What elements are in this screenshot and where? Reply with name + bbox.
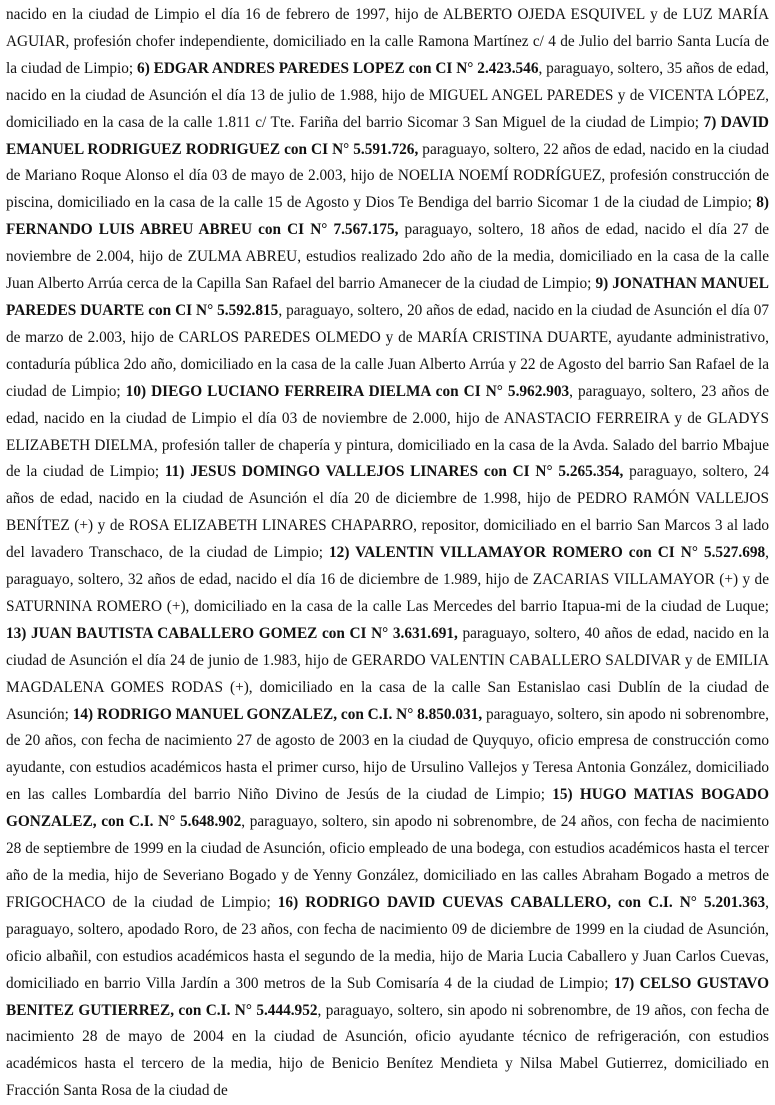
- document-paragraph: [6, 0, 769, 1105]
- text-segment: paraguayo, soltero, 24 años de edad, nacido en la ciudad de Asunción el día 20 de diciembre de 1.998, hijo de PEDRO RAMÓN VALLEJOS BENÍTEZ (+) y de ROSA ELIZABETH LINARES CHAPARRO, repositor, domiciliado en el barrio San Marcos 3 al lado del lavadero Transchaco, de la ciudad de Limpio;: [6, 463, 769, 562]
- person-heading-13: 13) JUAN BAUTISTA CABALLERO GOMEZ con CI N° 3.631.691,: [6, 624, 458, 642]
- text-segment: paraguayo, soltero, 22 años de edad, nacido en la ciudad de Mariano Roque Alonso el día 03 de mayo de 2.003, hijo de NOELIA NOEMÍ RODRÍGUEZ, profesión construcción de piscina, domiciliado en la casa de la calle 15 de Agosto y Dios Te Bendiga del barrio Sicomar 1 de la ciudad de Limpio;: [6, 140, 769, 212]
- person-heading-6: 6) EDGAR ANDRES PAREDES LOPEZ con CI N° 2.423.546: [137, 59, 539, 77]
- text-segment: , paraguayo, soltero, 32 años de edad, nacido el día 16 de diciembre de 1.989, hijo de ZACARIAS VILLAMAYOR (+) y de SATURNINA ROMERO (+), domiciliado en la casa de la calle Las Mercedes del barrio Itapua-mi de la ciudad de Luque;: [6, 544, 769, 615]
- text-segment: nacido en la ciudad de Limpio el día 16 de febrero de 1997, hijo de ALBERTO OJEDA ESQUIVEL y de LUZ MARÍA AGUIAR, profesión chofer independiente, domiciliado en la calle Ramona Martínez c/ 4 de Julio del barrio Santa Lucía de la ciudad de Limpio;: [6, 6, 769, 77]
- person-heading-8: 8) FERNANDO LUIS ABREU ABREU con CI N° 7.567.175,: [6, 194, 769, 239]
- text-segment: , paraguayo, soltero, sin apodo ni sobrenombre, de 24 años, con fecha de nacimiento 28 de septiembre de 1999 en la ciudad de Asunción, oficio empleado de una bodega, con estudios académicos hasta el tercer año de la media, hijo de Severiano Bogado y de Yenny González, domiciliado en las calles Abraham Bogado a metros de FRIGOCHACO de la ciudad de Limpio;: [6, 813, 769, 911]
- person-heading-10: 10) DIEGO LUCIANO FERREIRA DIELMA con CI N° 5.962.903: [125, 382, 570, 400]
- text-segment: , paraguayo, soltero, apodado Roro, de 23 años, con fecha de nacimiento 09 de diciembre de 1999 en la ciudad de Asunción, oficio albañil, con estudios académicos hasta el segundo de la media, hijo de Maria Lucia Caballero y Juan Carlos Cuevas, domiciliado en barrio Villa Jardín a 300 metros de la Sub Comisaría 4 de la ciudad de Limpio;: [6, 893, 769, 992]
- person-heading-15: 15) HUGO MATIAS BOGADO GONZALEZ, con C.I. N° 5.648.902: [6, 786, 769, 831]
- text-segment: paraguayo, soltero, 40 años de edad, nacido en la ciudad de Asunción el día 24 de junio de 1.983, hijo de GERARDO VALENTIN CABALLERO SALDIVAR y de EMILIA MAGDALENA GOMES RODAS (+), domiciliado en la casa de la calle San Estanislao casi Dublín de la ciudad de Asunción;: [6, 624, 769, 723]
- text-segment: paraguayo, soltero, sin apodo ni sobrenombre, de 20 años, con fecha de nacimiento 27 de agosto de 2003 en la ciudad de Quyquyo, oficio empresa de construcción como ayudante, con estudios académicos hasta el primer curso, hijo de Ursulino Vallejos y Teresa Antonia González, domiciliado en las calles Lombardía del barrio Niño Divino de Jesús de la ciudad de Limpio;: [6, 705, 769, 804]
- person-heading-17: 17) CELSO GUSTAVO BENITEZ GUTIERREZ, con C.I. N° 5.444.952: [6, 974, 769, 1019]
- person-heading-12: 12) VALENTIN VILLAMAYOR ROMERO con CI N° 5.527.698: [329, 544, 766, 562]
- person-heading-11: 11) JESUS DOMINGO VALLEJOS LINARES con CI N° 5.265.354,: [164, 463, 624, 481]
- text-segment: , paraguayo, soltero, 20 años de edad, nacido en la ciudad de Asunción el día 07 de marzo de 2.003, hijo de CARLOS PAREDES OLMEDO y de MARÍA CRISTINA DUARTE, ayudante administrativo, contaduría pública 2do año, domiciliado en la casa de la calle Juan Alberto Arrúa y 22 de Agosto del barrio San Rafael de la ciudad de Limpio;: [6, 301, 769, 400]
- text-segment: , paraguayo, soltero, 23 años de edad, nacido en la ciudad de Limpio el día 03 de noviembre de 2.000, hijo de ANASTACIO FERREIRA y de GLADYS ELIZABETH DIELMA, profesión taller de chapería y pintura, domiciliado en la casa de la Avda. Salado del barrio Mbajue de la ciudad de Limpio;: [6, 382, 769, 481]
- person-heading-16: 16) RODRIGO DAVID CUEVAS CABALLERO, con C.I. N° 5.201.363: [277, 893, 766, 911]
- person-heading-7: 7) DAVID EMANUEL RODRIGUEZ RODRIGUEZ con CI N° 5.591.726,: [6, 113, 769, 158]
- text-segment: , paraguayo, soltero, sin apodo ni sobrenombre, de 19 años, con fecha de nacimiento 28 de mayo de 2004 en la ciudad de Asunción, oficio ayudante técnico de refrigeración, con estudios académicos hasta el tercero de la media, hijo de Benicio Benítez Mendieta y Nilsa Mabel Gutierrez, domiciliado en Fracción Santa Rosa de la ciudad de: [6, 1001, 769, 1100]
- text-segment: paraguayo, soltero, 18 años de edad, nacido el día 27 de noviembre de 2.004, hijo de ZULMA ABREU, estudios realizado 2do año de la media, domiciliado en la casa de la calle Juan Alberto Arrúa cerca de la Capilla San Rafael del barrio Amanecer de la ciudad de Limpio;: [6, 221, 770, 293]
- person-heading-9: 9) JONATHAN MANUEL PAREDES DUARTE con CI N° 5.592.815: [6, 275, 770, 319]
- text-segment: , paraguayo, soltero, 35 años de edad, nacido en la ciudad de Asunción el día 13 de julio de 1.988, hijo de MIGUEL ANGEL PAREDES y de VICENTA LÓPEZ, domiciliado en la casa de la calle 1.811 c/ Tte. Fariña del barrio Sicomar 3 San Miguel de la ciudad de Limpio;: [6, 59, 770, 131]
- person-heading-14: 14) RODRIGO MANUEL GONZALEZ, con C.I. N° 8.850.031,: [72, 705, 483, 723]
